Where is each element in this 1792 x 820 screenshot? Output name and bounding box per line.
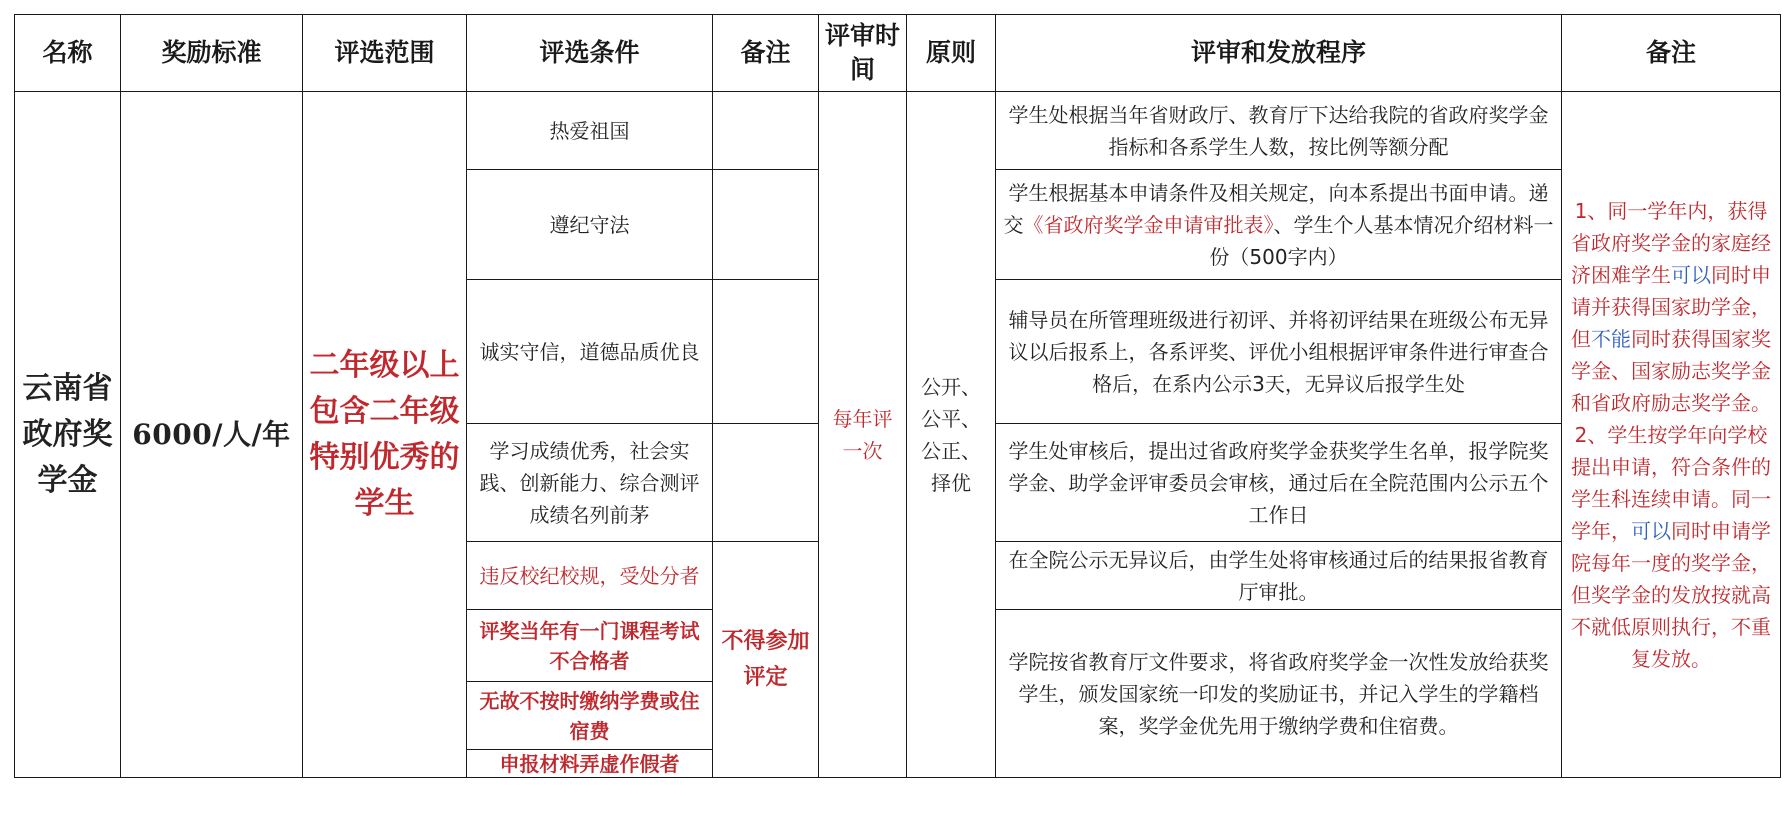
note-1-part-a: 1、同一学年内，获得省政府奖学金的家庭经济困难学生	[1571, 198, 1771, 287]
note-1-part-c: 同时获得国家奖学金、国家励志奖学金和省政府励志奖学金。	[1571, 326, 1771, 415]
note-1-cannot: 不能	[1591, 326, 1631, 351]
application-form-title: 《省政府奖学金申请审批表》	[1023, 212, 1274, 237]
condition-integrity: 诚实守信，道德品质优良	[467, 280, 713, 424]
note-2-part-a: 2、学生按学年向学校提出申请，符合条件的学生科连续申请。同一学年，	[1571, 422, 1771, 543]
note-1-part-b: 同时申请并获得国家助学金，但	[1571, 262, 1771, 351]
award-amount: 6000/人/年	[121, 92, 303, 778]
principle-line2: 公平、	[921, 406, 981, 431]
header-conditions: 评选条件	[467, 15, 713, 92]
review-time-cell	[819, 92, 907, 778]
excluded-label-line1: 不得参加	[721, 628, 810, 654]
procedure-step-2	[996, 170, 1562, 280]
procedure-step-3: 辅导员在所管理班级进行初评、并将初评结果在班级公布无异议以后报系上，各系评奖、评优小组根据评审条件进行审查合格后，在系内公示3天，无异议后报学生处	[996, 280, 1562, 424]
award-name-line2: 政府奖	[22, 416, 113, 452]
award-name-line3: 学金	[37, 462, 98, 498]
award-name-cell	[15, 92, 121, 778]
award-scope-line1: 二年级以上	[309, 347, 460, 383]
award-name-line1: 云南省	[22, 370, 113, 406]
header-scope: 评选范围	[303, 15, 467, 92]
procedure-step-6: 学院按省教育厅文件要求，将省政府奖学金一次性发放给获奖学生，颁发国家统一印发的奖励证书，并记入学生的学籍档案，奖学金优先用于缴纳学费和住宿费。	[996, 610, 1562, 778]
award-scope-cell	[303, 92, 467, 778]
condition-remark-empty	[713, 280, 819, 424]
award-scope-line4: 学生	[354, 485, 415, 521]
header-remarks: 备注	[713, 15, 819, 92]
condition-academic: 学习成绩优秀，社会实践、创新能力、综合测评成绩名列前茅	[467, 424, 713, 542]
header-procedure: 评审和发放程序	[996, 15, 1562, 92]
table-row	[15, 92, 1781, 170]
principle-line3: 公正、	[921, 438, 981, 463]
header-row	[15, 15, 1781, 92]
exclusion-failed-course: 评奖当年有一门课程考试不合格者	[467, 610, 713, 682]
award-scope-line2: 包含二年级	[309, 393, 460, 429]
exclusion-discipline: 违反校纪校规，受处分者	[467, 542, 713, 610]
excluded-label-cell	[713, 542, 819, 778]
procedure-step-5: 在全院公示无异议后，由学生处将审核通过后的结果报省教育厅审批。	[996, 542, 1562, 610]
excluded-label-line2: 评定	[743, 664, 788, 690]
header-review-time	[819, 15, 907, 92]
header-principle: 原则	[907, 15, 996, 92]
condition-remark-empty	[713, 170, 819, 280]
header-notes: 备注	[1562, 15, 1781, 92]
review-time-line1: 每年评	[832, 406, 893, 431]
exclusion-unpaid-fees: 无故不按时缴纳学费或住宿费	[467, 682, 713, 750]
procedure-step-2-part-b: 、学生个人基本情况介绍材料一份（500字内）	[1209, 212, 1554, 269]
procedure-step-1: 学生处根据当年省财政厅、教育厅下达给我院的省政府奖学金指标和各系学生人数，按比例等额分配	[996, 92, 1562, 170]
header-award-standard: 奖励标准	[121, 15, 303, 92]
scholarship-table	[14, 14, 1781, 778]
condition-patriotism: 热爱祖国	[467, 92, 713, 170]
note-2-part-b: 同时申请学院每年一度的奖学金，但奖学金的发放按就高不就低原则执行，不重复发放。	[1571, 518, 1771, 671]
review-time-line2: 一次	[842, 438, 883, 463]
award-scope-line3: 特别优秀的	[309, 439, 460, 475]
header-name: 名称	[15, 15, 121, 92]
notes-cell	[1562, 92, 1781, 778]
principle-cell	[907, 92, 996, 778]
principle-line1: 公开、	[921, 374, 981, 399]
procedure-step-2-part-a: 学生根据基本申请条件及相关规定，向本系提出书面申请。递交	[1003, 180, 1549, 237]
header-review-time-line2: 间	[849, 55, 875, 84]
condition-remark-empty	[713, 92, 819, 170]
condition-remark-empty	[713, 424, 819, 542]
principle-line4: 择优	[931, 470, 971, 495]
condition-law-abiding: 遵纪守法	[467, 170, 713, 280]
procedure-step-4: 学生处审核后，提出过省政府奖学金获奖学生名单，报学院奖学金、助学金评审委员会审核，通过后在全院范围内公示五个工作日	[996, 424, 1562, 542]
exclusion-falsified-materials: 申报材料弄虚作假者	[467, 750, 713, 778]
header-review-time-line1: 评审时	[824, 21, 900, 50]
note-1-can: 可以	[1671, 262, 1711, 287]
note-2-can: 可以	[1631, 518, 1671, 543]
